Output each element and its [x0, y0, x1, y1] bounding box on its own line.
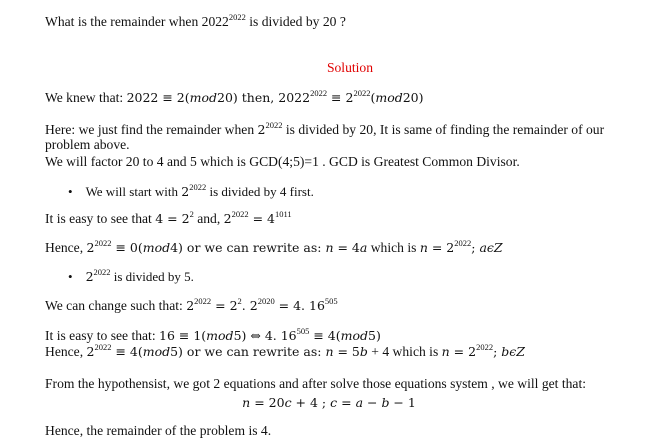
explanation-line-cont: problem above.: [45, 137, 130, 152]
bullet-mod5: • $2^{2022}$ is divided by 5.: [68, 267, 194, 284]
explanation-line: Here: we just find the remainder when $2^{2022}$ is divided by 20, It is same of finding the remainder of our: [45, 120, 605, 137]
final-answer: Hence, the remainder of the problem is 4.: [45, 423, 272, 438]
system-solution-equation: n = 20c + 4 ; c = a − b − 1: [242, 395, 416, 410]
mod5-equivalence-line: It is easy to see that: 16 ≡ 1(mod5) ⇔ 4. $16^{505} \equiv 4(mod5)$: [45, 326, 381, 343]
mod5-result-line: Hence, $2^{2022} \equiv 4(mod5)$ or we can rewrite as: n = 5b + 4 which is $n = 2^{2022}$; bϵZ: [45, 342, 525, 359]
congruence-line: We knew that: 2022 ≡ 2(mod20) then, $2022^{2022} \equiv 2^{2022}(mod20)$: [45, 88, 424, 105]
mod4-result-line: Hence, $2^{2022} \equiv 0(mod4)$ or we can rewrite as: n = 4a which is $n = 2^{2022}$; aϵZ: [45, 238, 503, 255]
power-line: It is easy to see that $4 = 2^2$ and, $2^{2022} = 4^{1011}$: [45, 209, 292, 226]
bullet-mod4: • We will start with $2^{2022}$ is divided by 4 first.: [68, 182, 314, 199]
rewrite-line: We can change such that: $2^{2022} = 2^2$. $2^{2020} = 4$. $16^{505}$: [45, 296, 338, 313]
question-line: What is the remainder when $2022^{2022}$ is divided by 20 ?: [45, 12, 346, 29]
hypothesis-line: From the hypothensist, we got 2 equations and after solve those equations system , we will get that:: [45, 376, 587, 391]
solution-heading: Solution: [326, 60, 374, 75]
gcd-line: We will factor 20 to 4 and 5 which is GCD(4;5)=1 . GCD is Greatest Common Divisor.: [45, 154, 520, 169]
